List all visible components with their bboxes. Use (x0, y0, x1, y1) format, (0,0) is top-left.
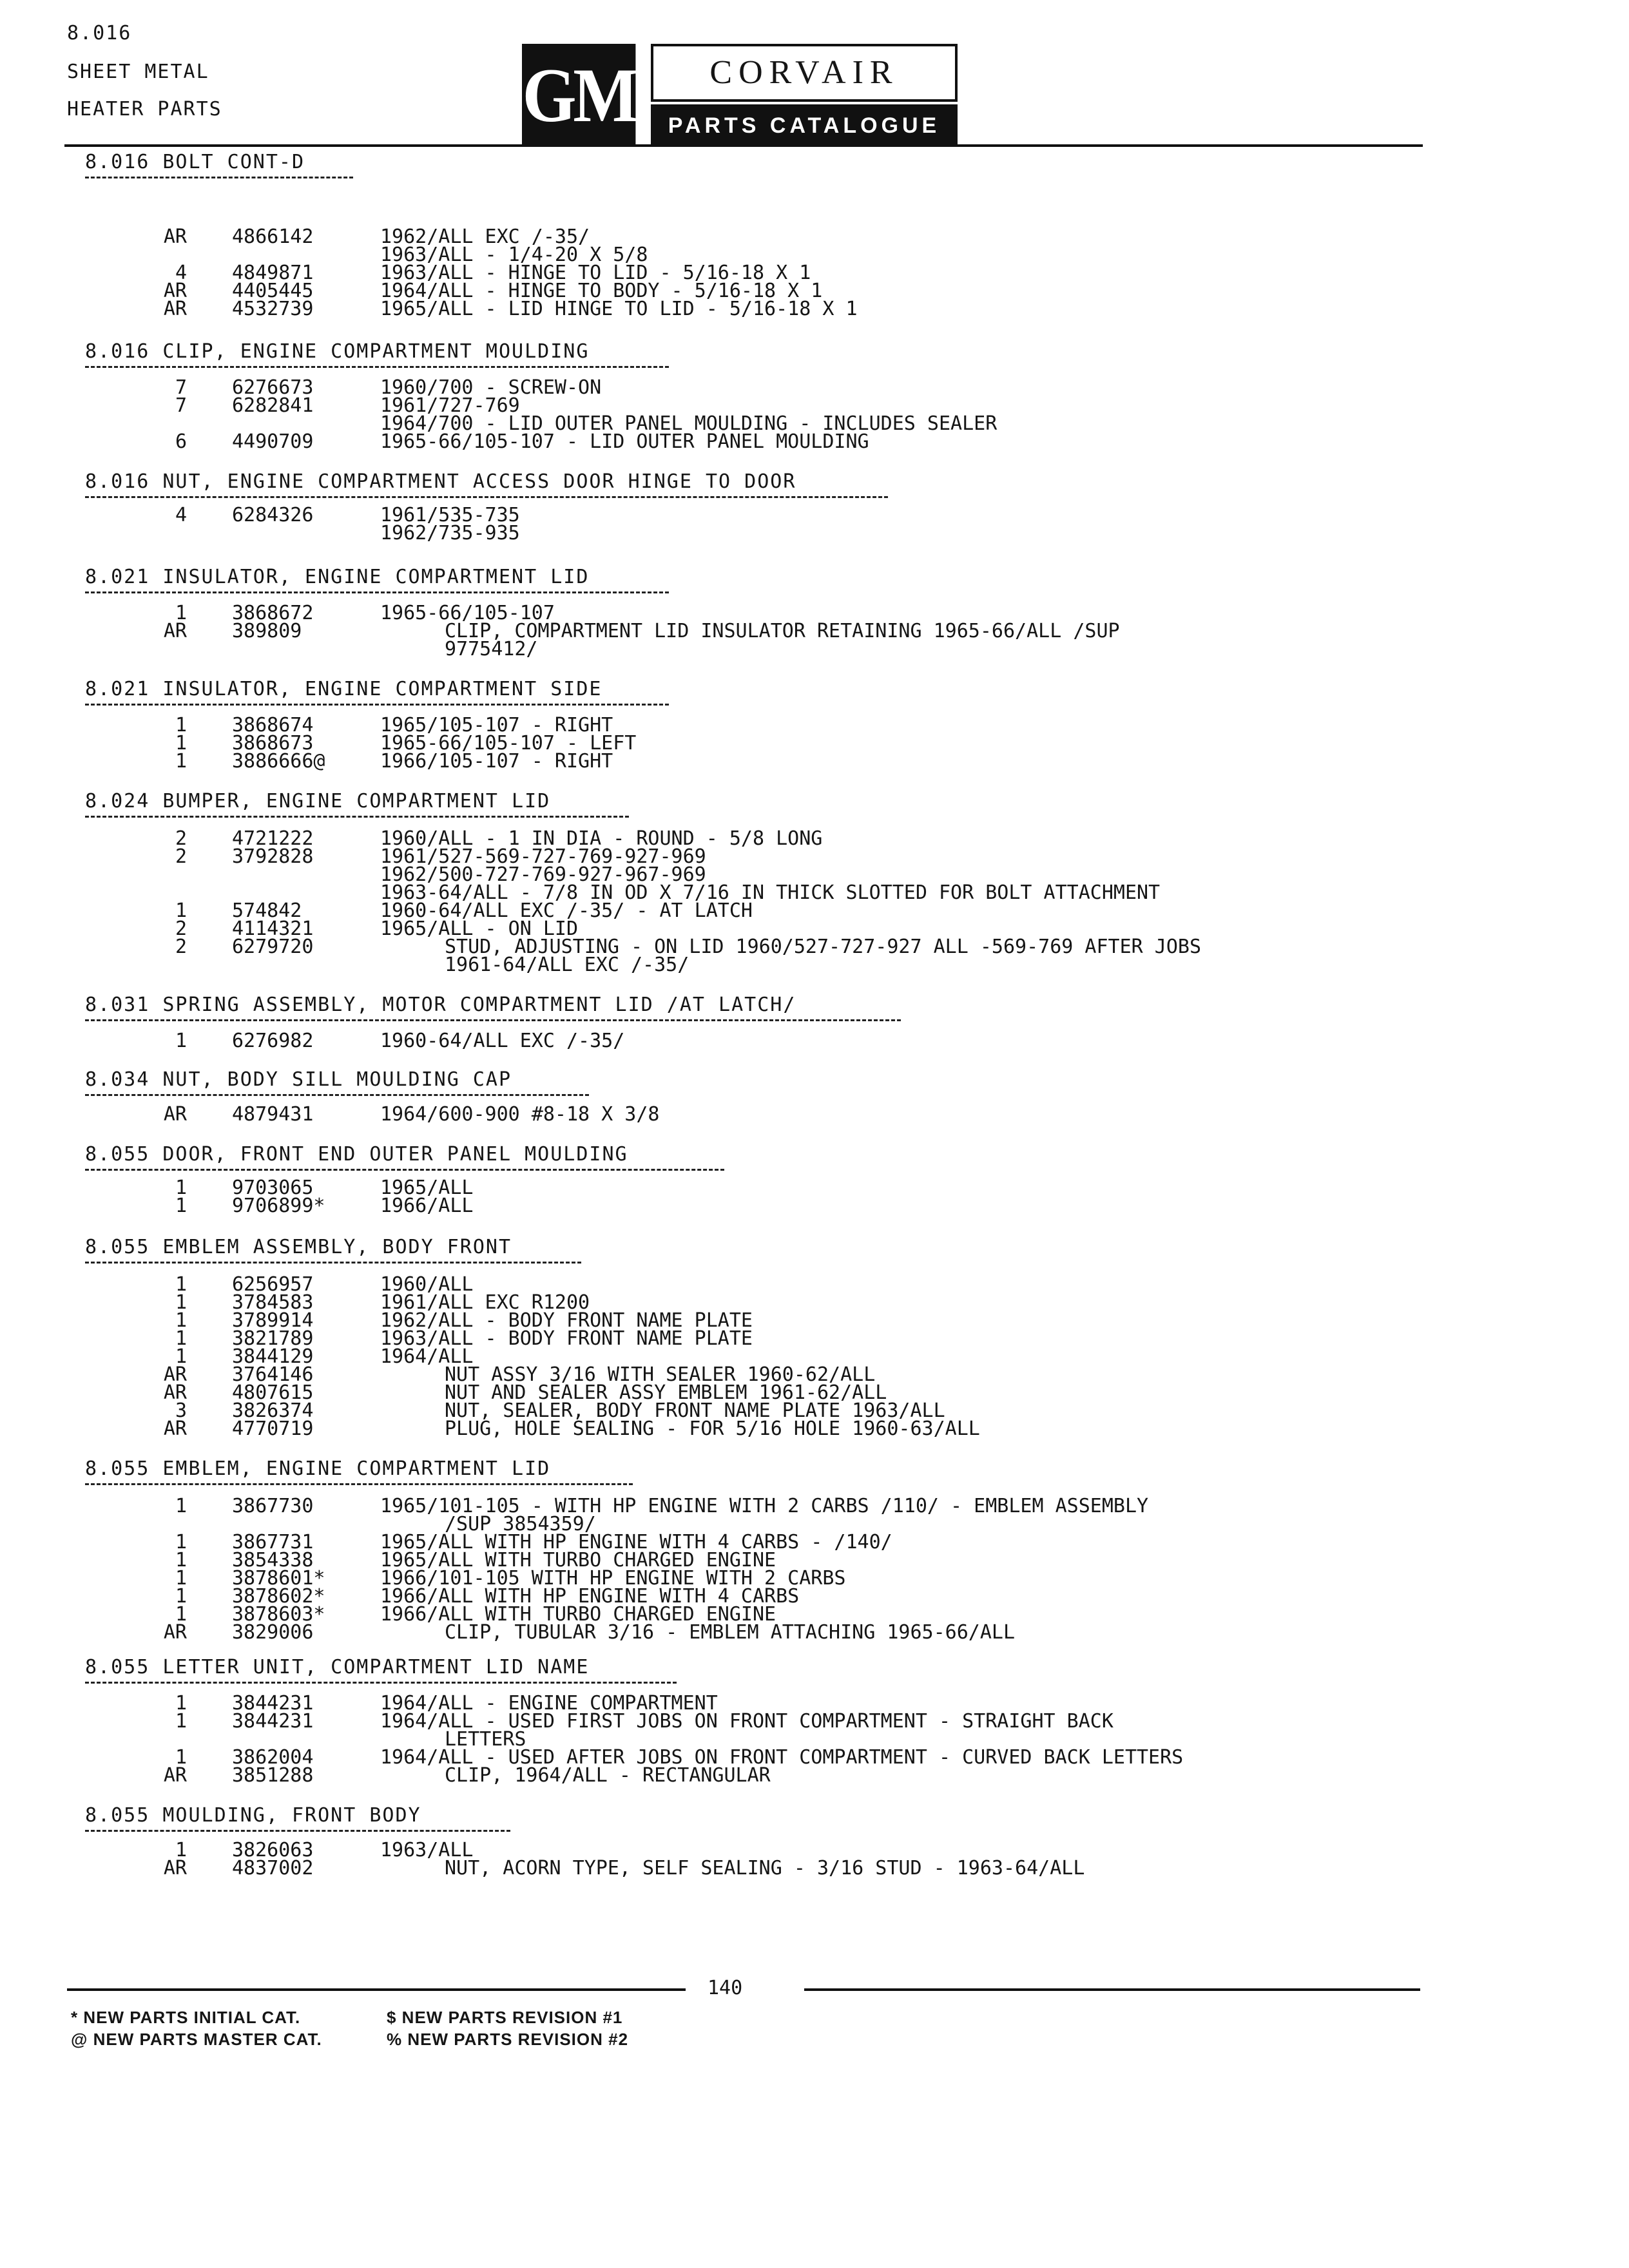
part-quantity: 1 (175, 1195, 187, 1217)
part-description: 1965-66/105-107 - LID OUTER PANEL MOULDING (380, 430, 869, 453)
part-number: 4490709 (232, 430, 314, 453)
part-quantity: AR (163, 1857, 187, 1879)
part-description: 1963/ALL - 1/4-20 X 5/8 (380, 244, 648, 266)
part-quantity: 1 (175, 1567, 187, 1590)
part-quantity: 1 (175, 1710, 187, 1733)
part-description: 1961-64/ALL EXC /-35/ (445, 954, 689, 976)
part-description: 1961/535-735 (380, 504, 520, 526)
part-number: 4405445 (232, 280, 314, 302)
footer-rule-right (804, 1988, 1420, 1991)
part-number: 3878601* (232, 1567, 325, 1590)
part-number: 3878602* (232, 1585, 325, 1608)
part-number: 9706899* (232, 1195, 325, 1217)
part-number: 6279720 (232, 936, 314, 958)
section-title-underline (85, 1019, 901, 1021)
part-description: 1964/ALL - HINGE TO BODY - 5/16-18 X 1 (380, 280, 823, 302)
part-description: 1962/500-727-769-927-967-969 (380, 863, 706, 886)
part-number: 4837002 (232, 1857, 314, 1879)
part-quantity: 1 (175, 1746, 187, 1769)
part-description: 1965-66/105-107 - LEFT (380, 732, 637, 754)
part-quantity: AR (163, 1764, 187, 1787)
part-description: 9775412/ (445, 638, 538, 660)
part-number: 3792828 (232, 845, 314, 868)
section-title-underline (85, 1169, 724, 1171)
part-quantity: 1 (175, 1327, 187, 1350)
section-title: 8.024 BUMPER, ENGINE COMPARTMENT LID (85, 790, 551, 812)
part-number: 3821789 (232, 1327, 314, 1350)
part-number: 4879431 (232, 1103, 314, 1126)
page-number: 140 (708, 1977, 743, 1999)
section-title: 8.055 MOULDING, FRONT BODY (85, 1804, 421, 1827)
part-quantity: 1 (175, 732, 187, 754)
part-description: 1963-64/ALL - 7/8 IN OD X 7/16 IN THICK SLOTTED FOR BOLT ATTACHMENT (380, 881, 1161, 904)
part-quantity: 2 (175, 936, 187, 958)
part-description: 1961/ALL EXC R1200 (380, 1291, 590, 1314)
section-title-underline (85, 496, 888, 498)
part-description: 1962/ALL - BODY FRONT NAME PLATE (380, 1309, 753, 1332)
part-quantity: 1 (175, 1603, 187, 1626)
part-description: 1962/735-935 (380, 522, 520, 544)
part-quantity: 2 (175, 845, 187, 868)
part-quantity: AR (163, 1381, 187, 1404)
part-number: 4807615 (232, 1381, 314, 1404)
part-number: 3867730 (232, 1495, 314, 1517)
part-number: 4114321 (232, 918, 314, 940)
part-number: 389809 (232, 620, 302, 642)
section-title-underline (85, 366, 669, 368)
part-description: 1965/101-105 - WITH HP ENGINE WITH 2 CARBS /110/ - EMBLEM ASSEMBLY (380, 1495, 1149, 1517)
section-title-underline (85, 1483, 633, 1485)
part-quantity: AR (163, 298, 187, 320)
part-number: 3868674 (232, 714, 314, 736)
part-quantity: 4 (175, 504, 187, 526)
header-rule (64, 144, 1423, 147)
part-description: 1964/700 - LID OUTER PANEL MOULDING - INCLUDES SEALER (380, 412, 998, 435)
section-title: 8.055 LETTER UNIT, COMPARTMENT LID NAME (85, 1656, 590, 1678)
section-title: 8.034 NUT, BODY SILL MOULDING CAP (85, 1068, 512, 1091)
part-description: 1960/700 - SCREW-ON (380, 376, 602, 399)
legend-revision-1: $ NEW PARTS REVISION #1 (387, 2008, 623, 2027)
legend-new-initial: * NEW PARTS INITIAL CAT. (71, 2008, 301, 2027)
part-number: 3764146 (232, 1363, 314, 1386)
part-number: 3867731 (232, 1531, 314, 1553)
part-quantity: 7 (175, 394, 187, 417)
part-number: 3868673 (232, 732, 314, 754)
part-description: CLIP, TUBULAR 3/16 - EMBLEM ATTACHING 1965-66/ALL (445, 1621, 1016, 1644)
part-description: 1964/ALL - ENGINE COMPARTMENT (380, 1692, 718, 1715)
part-number: 3826374 (232, 1399, 314, 1422)
part-quantity: 2 (175, 918, 187, 940)
part-description: 1964/600-900 #8-18 X 3/8 (380, 1103, 660, 1126)
part-description: /SUP 3854359/ (445, 1513, 596, 1535)
gm-corvair-logo (522, 44, 960, 147)
part-quantity: AR (163, 280, 187, 302)
part-quantity: 1 (175, 1030, 187, 1052)
section-title-underline (85, 816, 629, 818)
part-description: 1964/ALL - USED FIRST JOBS ON FRONT COMPARTMENT - STRAIGHT BACK (380, 1710, 1113, 1733)
part-number: 3784583 (232, 1291, 314, 1314)
section-title-underline (85, 704, 669, 706)
section-title: 8.016 NUT, ENGINE COMPARTMENT ACCESS DOOR HINGE TO DOOR (85, 470, 796, 493)
part-quantity: AR (163, 1103, 187, 1126)
part-description: 1965/ALL (380, 1177, 474, 1199)
part-quantity: 1 (175, 1177, 187, 1199)
part-quantity: 1 (175, 1531, 187, 1553)
part-description: 1965/ALL - LID HINGE TO LID - 5/16-18 X 1 (380, 298, 858, 320)
part-quantity: 4 (175, 262, 187, 284)
section-title: 8.021 INSULATOR, ENGINE COMPARTMENT SIDE (85, 678, 602, 700)
part-description: 1963/ALL - BODY FRONT NAME PLATE (380, 1327, 753, 1350)
part-quantity: 1 (175, 1839, 187, 1861)
part-quantity: 3 (175, 1399, 187, 1422)
legend-revision-2: % NEW PARTS REVISION #2 (387, 2030, 629, 2049)
part-description: 1964/ALL (380, 1345, 474, 1368)
part-quantity: AR (163, 1621, 187, 1644)
header-group-title: SHEET METAL (67, 61, 209, 83)
part-quantity: 1 (175, 1273, 187, 1296)
section-title-underline (85, 591, 669, 593)
section-title: 8.021 INSULATOR, ENGINE COMPARTMENT LID (85, 566, 590, 588)
legend-new-master: @ NEW PARTS MASTER CAT. (71, 2030, 322, 2049)
section-title-underline (85, 1830, 510, 1832)
section-title: 8.055 DOOR, FRONT END OUTER PANEL MOULDING (85, 1143, 628, 1166)
part-description: 1965/ALL - ON LID (380, 918, 579, 940)
part-description: 1966/101-105 WITH HP ENGINE WITH 2 CARBS (380, 1567, 846, 1590)
part-quantity: 7 (175, 376, 187, 399)
part-description: 1960-64/ALL EXC /-35/ (380, 1030, 625, 1052)
part-number: 3854338 (232, 1549, 314, 1571)
part-quantity: 1 (175, 1345, 187, 1368)
part-number: 3844231 (232, 1710, 314, 1733)
part-number: 4770719 (232, 1418, 314, 1440)
part-description: NUT, ACORN TYPE, SELF SEALING - 3/16 STUD - 1963-64/ALL (445, 1857, 1085, 1879)
part-quantity: 1 (175, 1309, 187, 1332)
header-subgroup-title: HEATER PARTS (67, 98, 222, 120)
part-description: 1964/ALL - USED AFTER JOBS ON FRONT COMPARTMENT - CURVED BACK LETTERS (380, 1746, 1184, 1769)
part-description: 1965/105-107 - RIGHT (380, 714, 613, 736)
logo-title: CORVAIR (651, 44, 958, 102)
part-quantity: 1 (175, 1495, 187, 1517)
part-number: 3789914 (232, 1309, 314, 1332)
part-description: NUT AND SEALER ASSY EMBLEM 1961-62/ALL (445, 1381, 887, 1404)
gm-logo-mark: GM (522, 44, 635, 147)
part-number: 4866142 (232, 226, 314, 248)
part-number: 4849871 (232, 262, 314, 284)
part-number: 6276982 (232, 1030, 314, 1052)
section-title: 8.055 EMBLEM, ENGINE COMPARTMENT LID (85, 1457, 551, 1480)
part-description: 1966/ALL (380, 1195, 474, 1217)
part-quantity: 2 (175, 827, 187, 850)
part-quantity: 1 (175, 602, 187, 624)
part-description: 1965/ALL WITH TURBO CHARGED ENGINE (380, 1549, 776, 1571)
part-description: NUT ASSY 3/16 WITH SEALER 1960-62/ALL (445, 1363, 876, 1386)
part-description: 1960/ALL (380, 1273, 474, 1296)
part-number: 3829006 (232, 1621, 314, 1644)
section-title: 8.016 CLIP, ENGINE COMPARTMENT MOULDING (85, 340, 590, 363)
part-number: 3862004 (232, 1746, 314, 1769)
section-title-underline (85, 177, 353, 178)
part-description: CLIP, COMPARTMENT LID INSULATOR RETAINING 1965-66/ALL /SUP (445, 620, 1120, 642)
part-quantity: 1 (175, 714, 187, 736)
part-quantity: AR (163, 1418, 187, 1440)
section-title: 8.016 BOLT CONT-D (85, 151, 305, 173)
part-description: 1966/ALL WITH TURBO CHARGED ENGINE (380, 1603, 776, 1626)
part-description: 1963/ALL (380, 1839, 474, 1861)
part-number: 6276673 (232, 376, 314, 399)
part-number: 3844129 (232, 1345, 314, 1368)
part-number: 3826063 (232, 1839, 314, 1861)
part-quantity: AR (163, 620, 187, 642)
part-number: 6284326 (232, 504, 314, 526)
part-number: 9703065 (232, 1177, 314, 1199)
part-quantity: 1 (175, 1692, 187, 1715)
part-description: CLIP, 1964/ALL - RECTANGULAR (445, 1764, 771, 1787)
part-quantity: 1 (175, 1585, 187, 1608)
part-description: 1960/ALL - 1 IN DIA - ROUND - 5/8 LONG (380, 827, 823, 850)
part-description: 1966/105-107 - RIGHT (380, 750, 613, 773)
section-title: 8.031 SPRING ASSEMBLY, MOTOR COMPARTMENT LID /AT LATCH/ (85, 994, 796, 1016)
part-description: 1962/ALL EXC /-35/ (380, 226, 590, 248)
part-number: 4721222 (232, 827, 314, 850)
footer-rule-left (67, 1988, 686, 1991)
part-number: 3878603* (232, 1603, 325, 1626)
part-number: 4532739 (232, 298, 314, 320)
part-description: 1961/727-769 (380, 394, 520, 417)
part-description: 1965/ALL WITH HP ENGINE WITH 4 CARBS - /140/ (380, 1531, 892, 1553)
part-description: 1960-64/ALL EXC /-35/ - AT LATCH (380, 899, 753, 922)
part-quantity: 1 (175, 899, 187, 922)
part-number: 574842 (232, 899, 302, 922)
section-title: 8.055 EMBLEM ASSEMBLY, BODY FRONT (85, 1236, 512, 1258)
part-quantity: 1 (175, 750, 187, 773)
part-number: 3868672 (232, 602, 314, 624)
part-number: 3886666@ (232, 750, 325, 773)
part-number: 3844231 (232, 1692, 314, 1715)
part-quantity: 1 (175, 1549, 187, 1571)
part-description: 1965-66/105-107 (380, 602, 555, 624)
part-description: 1961/527-569-727-769-927-969 (380, 845, 706, 868)
part-description: LETTERS (445, 1728, 526, 1751)
part-number: 6282841 (232, 394, 314, 417)
part-quantity: 6 (175, 430, 187, 453)
section-title-underline (85, 1262, 581, 1264)
part-quantity: 1 (175, 1291, 187, 1314)
header-section-number: 8.016 (67, 22, 132, 44)
part-quantity: AR (163, 1363, 187, 1386)
part-description: 1966/ALL WITH HP ENGINE WITH 4 CARBS (380, 1585, 800, 1608)
logo-subtitle: PARTS CATALOGUE (651, 104, 958, 147)
part-description: STUD, ADJUSTING - ON LID 1960/527-727-927 ALL -569-769 AFTER JOBS (445, 936, 1201, 958)
part-number: 3851288 (232, 1764, 314, 1787)
part-description: 1963/ALL - HINGE TO LID - 5/16-18 X 1 (380, 262, 811, 284)
part-quantity: AR (163, 226, 187, 248)
part-description: NUT, SEALER, BODY FRONT NAME PLATE 1963/ALL (445, 1399, 945, 1422)
part-description: PLUG, HOLE SEALING - FOR 5/16 HOLE 1960-63/ALL (445, 1418, 980, 1440)
section-title-underline (85, 1682, 677, 1684)
section-title-underline (85, 1094, 589, 1096)
part-number: 6256957 (232, 1273, 314, 1296)
